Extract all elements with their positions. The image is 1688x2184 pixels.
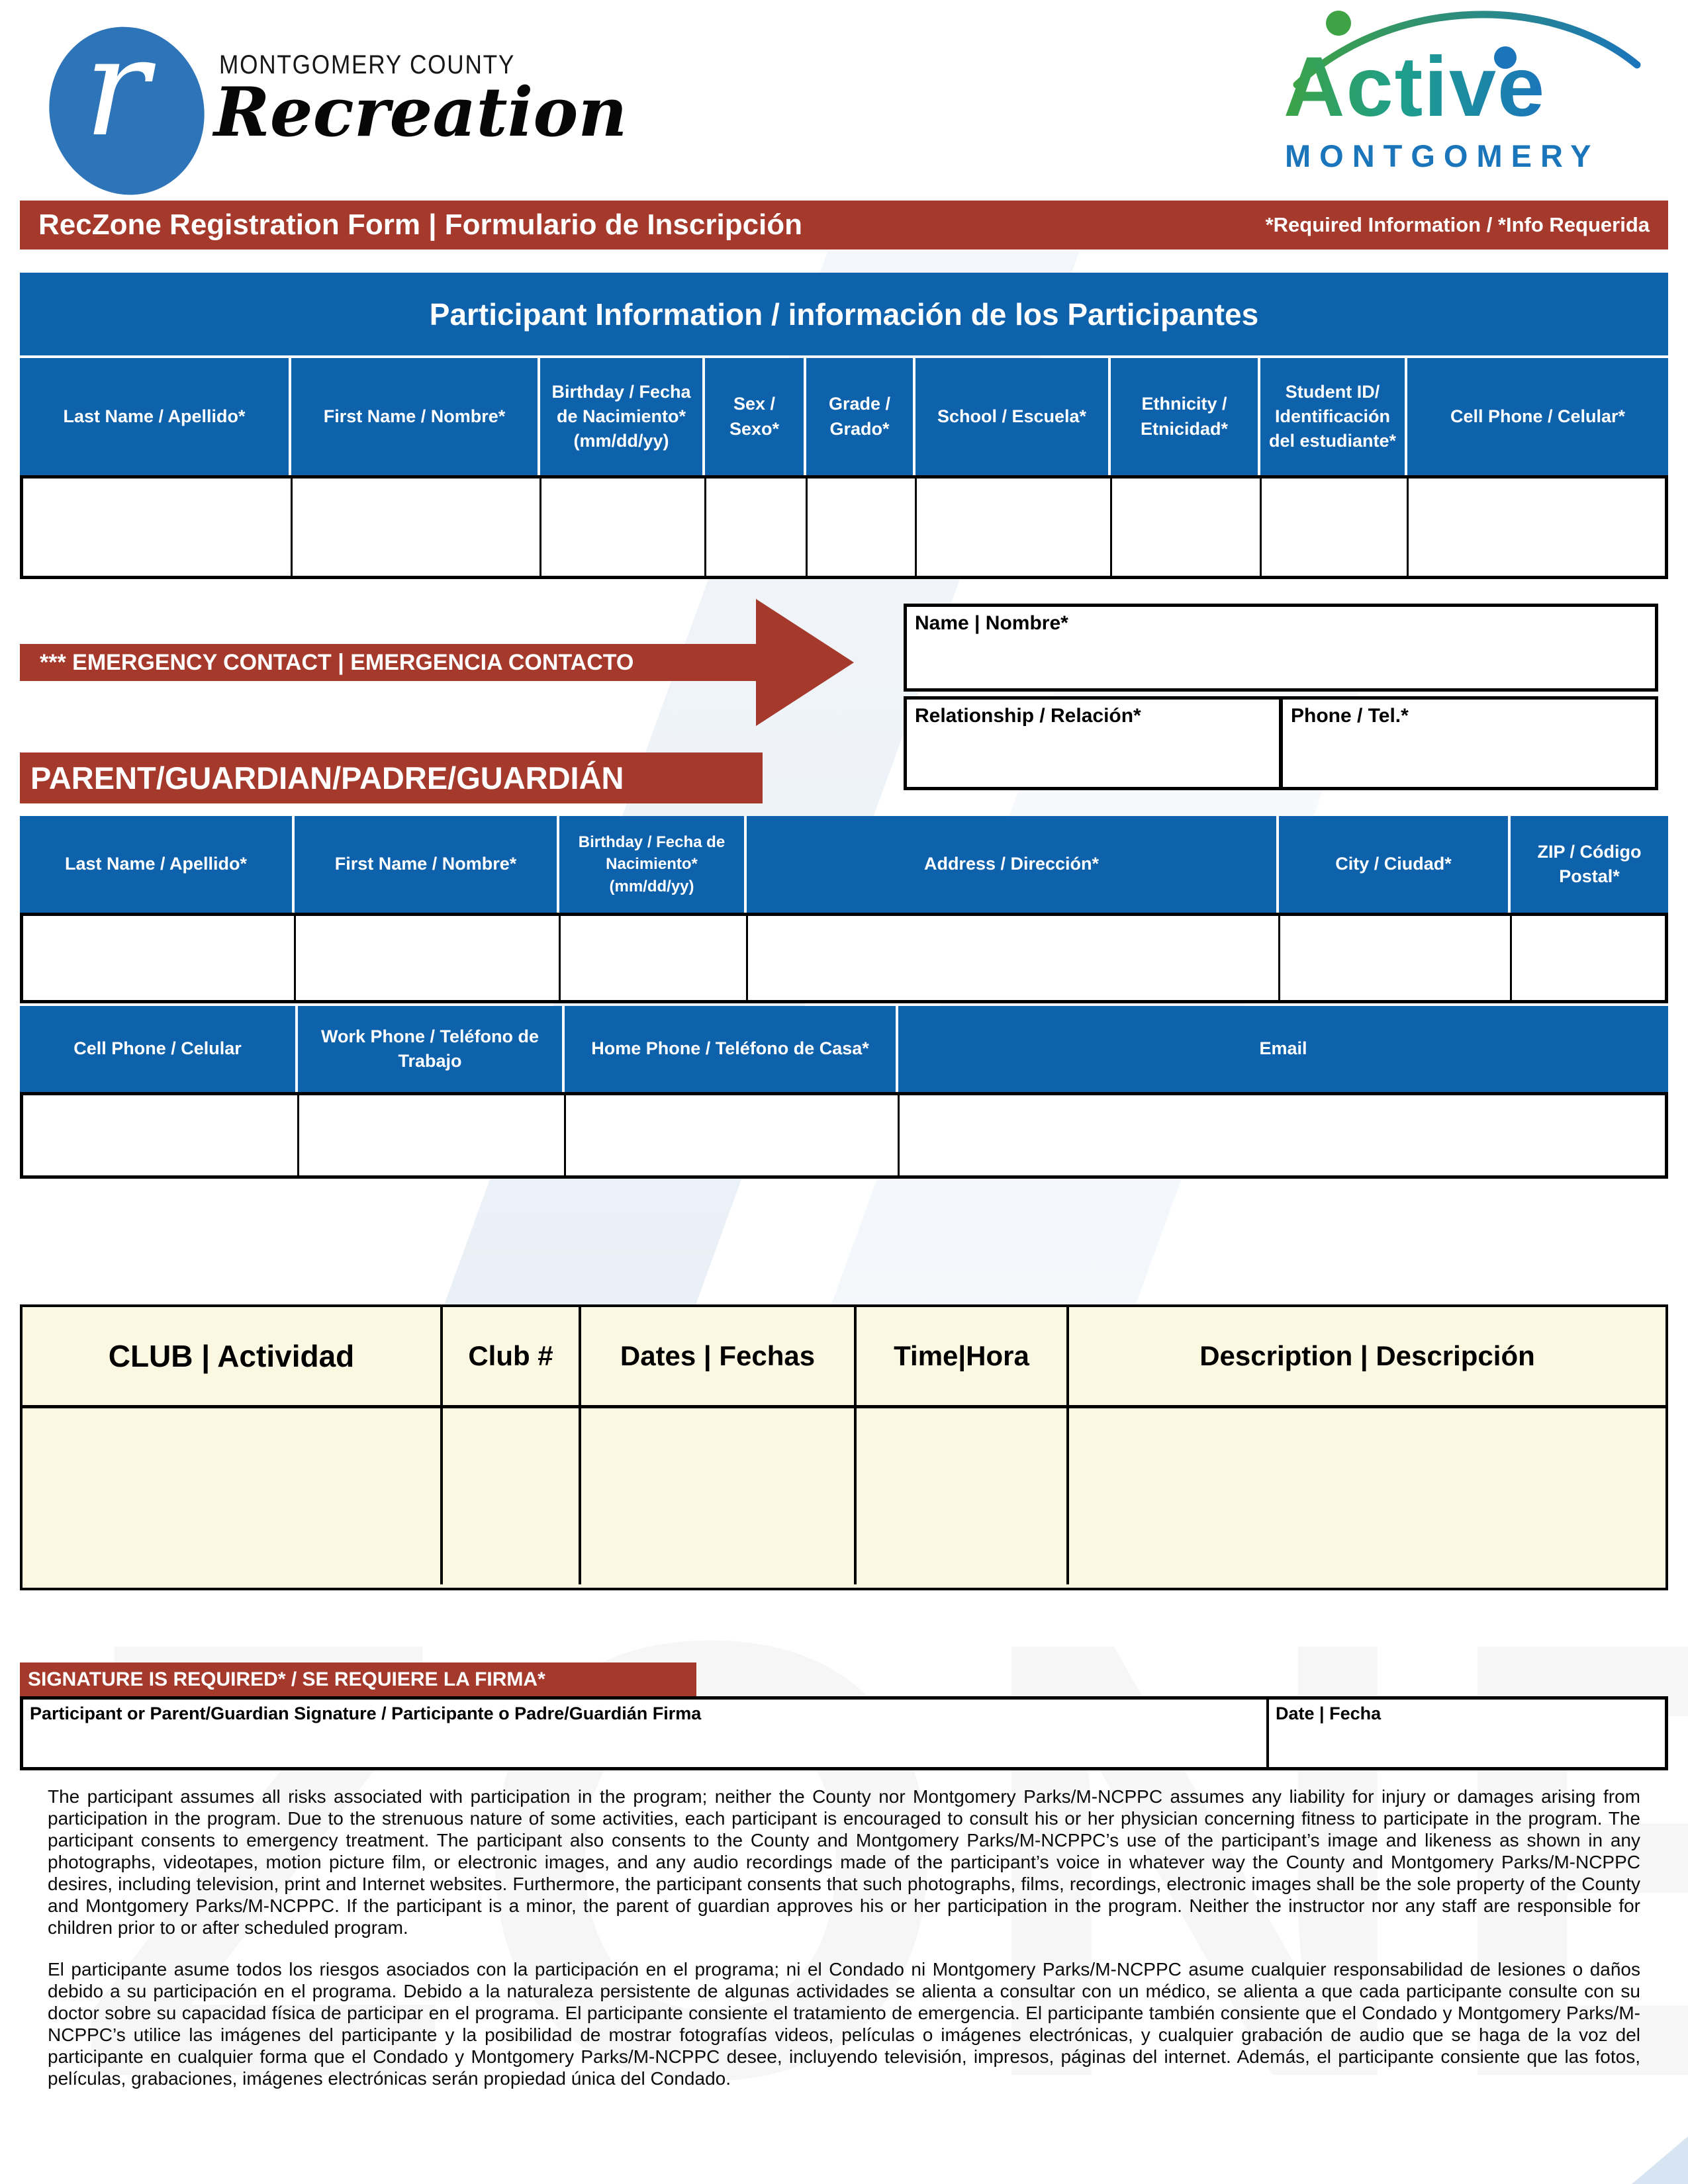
parent-city-field[interactable]: [1280, 916, 1512, 1000]
participant-col-student-id: Student ID/ Identificación del estudiante*: [1260, 358, 1407, 475]
participant-school-field[interactable]: [917, 478, 1112, 576]
club-col-activity: CLUB | Actividad: [23, 1307, 443, 1405]
club-dates-field[interactable]: [581, 1408, 857, 1584]
parent-guardian-bar: PARENT/GUARDIAN/PADRE/GUARDIÁN: [20, 752, 763, 803]
participant-col-school: School / Escuela*: [915, 358, 1111, 475]
club-description-field[interactable]: [1069, 1408, 1665, 1584]
parent-col-city: City / Ciudad*: [1279, 816, 1511, 913]
signature-label: Participant or Parent/Guardian Signature / Participante o Padre/Guardián Firma: [30, 1704, 702, 1723]
emergency-relationship-label: Relationship / Relación*: [915, 705, 1141, 727]
signature-field[interactable]: [23, 1700, 1269, 1767]
parent-header-row-1: [20, 816, 1668, 913]
participant-cell-phone-field[interactable]: [1409, 478, 1665, 576]
required-info-note: *Required Information / *Info Requerida: [1265, 213, 1650, 236]
legal-text: [48, 1786, 1640, 2089]
participant-ethnicity-field[interactable]: [1112, 478, 1262, 576]
participant-birthday-field[interactable]: [541, 478, 706, 576]
emergency-phone-field[interactable]: [1280, 696, 1658, 790]
active-logo-word: Active: [1284, 40, 1546, 134]
parent-email-field[interactable]: [900, 1095, 1665, 1175]
parent-last-name-field[interactable]: [23, 916, 296, 1000]
emergency-contact-bar: *** EMERGENCY CONTACT | EMERGENCIA CONTACTO: [20, 644, 756, 681]
club-time-field[interactable]: [857, 1408, 1069, 1584]
parent-col-address: Address / Dirección*: [747, 816, 1279, 913]
recreation-logo: [50, 9, 628, 203]
parent-col-zip: ZIP / Código Postal*: [1511, 816, 1668, 913]
parent-col-cell-phone: Cell Phone / Celular: [20, 1006, 298, 1092]
active-logo-montgomery: MONTGOMERY: [1285, 138, 1600, 173]
club-col-dates: Dates | Fechas: [581, 1307, 857, 1405]
active-montgomery-logo: [1274, 7, 1657, 197]
parent-address-field[interactable]: [748, 916, 1280, 1000]
parent-col-work-phone: Work Phone / Teléfono de Trabajo: [298, 1006, 565, 1092]
parent-header-row-2: [20, 1006, 1668, 1092]
parent-zip-field[interactable]: [1512, 916, 1665, 1000]
emergency-name-label: Name | Nombre*: [915, 612, 1068, 634]
club-col-description: Description | Descripción: [1199, 1340, 1535, 1371]
signature-date-field[interactable]: [1269, 1700, 1665, 1767]
emergency-relationship-field[interactable]: [904, 696, 1282, 790]
signature-box: [20, 1696, 1668, 1770]
parent-cell-phone-field[interactable]: [23, 1095, 299, 1175]
parent-col-last-name: Last Name / Apellido*: [20, 816, 295, 913]
club-col-number: Club #: [443, 1307, 581, 1405]
participant-section-banner: Participant Information / información de los Participantes: [20, 273, 1668, 355]
participant-col-first-name: First Name / Nombre*: [291, 358, 540, 475]
parent-col-home-phone: Home Phone / Teléfono de Casa*: [565, 1006, 898, 1092]
club-col-time: Time|Hora: [857, 1307, 1069, 1405]
club-table: [20, 1304, 1668, 1590]
active-figure-icon: [1326, 11, 1351, 36]
signature-date-label: Date | Fecha: [1276, 1704, 1382, 1723]
recreation-logo-name-text: Recreation: [214, 73, 628, 152]
form-title-bar: [20, 201, 1668, 250]
participant-grade-field[interactable]: [808, 478, 917, 576]
parent-input-row-1: [20, 913, 1668, 1003]
participant-col-grade: Grade / Grado*: [806, 358, 915, 475]
participant-col-cell-phone: Cell Phone / Celular*: [1407, 358, 1668, 475]
participant-col-sex: Sex / Sexo*: [705, 358, 806, 475]
club-input-row: [23, 1408, 1665, 1584]
legal-paragraph-english: The participant assumes all risks associated with participation in the program; neither the County nor Montgomery Parks/M-NCPPC assumes any liability for injury or damages arising from participation in the program. Due to the strenuous nature of some activities, each participant is encouraged to consult his or her physician concerning fitness to participate in the program. The participant consents to emergency treatment. The participant also consents to the County and Montgomery Parks/M-NCPPC’s use of the participant’s image and likeness as shown in any photographs, videotapes, motion picture film, or electronic images, and any audio recordings made of the participant’s voice in whatever way the County and Montgomery Parks/M-NCPPC desires, including television, print and Internet websites. Furthermore, the participant consents that such photographs, films, recordings, electronic images shall be the sole property of the County and Montgomery Parks/M-NCPPC. If the participant is a minor, the parent of guardian approves his or her participation in the program. Neither the instructor nor any staff are responsible for children prior to or after scheduled program.: [48, 1786, 1640, 1938]
parent-col-first-name: First Name / Nombre*: [295, 816, 559, 913]
participant-input-row: [20, 475, 1668, 579]
club-activity-field[interactable]: [23, 1408, 443, 1584]
form-title: RecZone Registration Form | Formulario de Inscripción: [38, 208, 803, 241]
participant-first-name-field[interactable]: [293, 478, 541, 576]
parent-first-name-field[interactable]: [296, 916, 561, 1000]
club-number-field[interactable]: [443, 1408, 581, 1584]
parent-input-row-2: [20, 1092, 1668, 1179]
recreation-logo-monogram: r: [84, 9, 149, 167]
participant-last-name-field[interactable]: [23, 478, 293, 576]
parent-work-phone-field[interactable]: [299, 1095, 566, 1175]
signature-required-bar: SIGNATURE IS REQUIRED* / SE REQUIERE LA FIRMA*: [20, 1662, 696, 1696]
participant-header-row: [20, 358, 1668, 475]
parent-home-phone-field[interactable]: [566, 1095, 900, 1175]
participant-col-birthday: Birthday / Fecha de Nacimiento* (mm/dd/yy): [540, 358, 705, 475]
parent-col-email: Email: [898, 1006, 1668, 1092]
club-header-row: [23, 1307, 1665, 1408]
parent-birthday-field[interactable]: [561, 916, 748, 1000]
arrow-right-icon: [756, 599, 854, 726]
participant-sex-field[interactable]: [706, 478, 808, 576]
participant-col-last-name: Last Name / Apellido*: [20, 358, 291, 475]
participant-student-id-field[interactable]: [1262, 478, 1409, 576]
emergency-phone-label: Phone / Tel.*: [1291, 705, 1409, 727]
parent-col-birthday: Birthday / Fecha de Nacimiento* (mm/dd/yy): [559, 816, 747, 913]
emergency-name-field[interactable]: [904, 604, 1658, 692]
recreation-logo-county-text: MONTGOMERY COUNTY: [219, 50, 516, 79]
participant-col-ethnicity: Ethnicity / Etnicidad*: [1111, 358, 1260, 475]
legal-paragraph-spanish: El participante asume todos los riesgos asociados con la participación en el programa; ni el Condado ni Montgomery Parks/M-NCPPC asume cualquier responsabilidad de lesiones o daños debido a su participación en el programa. Debido a la naturaleza persistente de algunas actividades se alienta a consultar con un médico, se alienta a que cada participante consulte con su doctor sobre su capacidad física de participar en el programa. El participante consiente el tratamiento de emergencia. El participante también consiente que el Condado y Montgomery Parks/M-NCPPC’s utilice las imágenes del participante y la posibilidad de mostrar fotografías videos, películas o imágenes electrónicas, y cualquier grabación de audio que se haga de la voz del participante en cualquier forma que el Condado y Montgomery Parks/M-NCPPC desee, incluyendo televisión, impresos, páginas del internet. Además, el participante consiente que las fotos, películas, grabaciones, imágenes electrónicas serán propiedad única del Condado.: [48, 1959, 1640, 2089]
